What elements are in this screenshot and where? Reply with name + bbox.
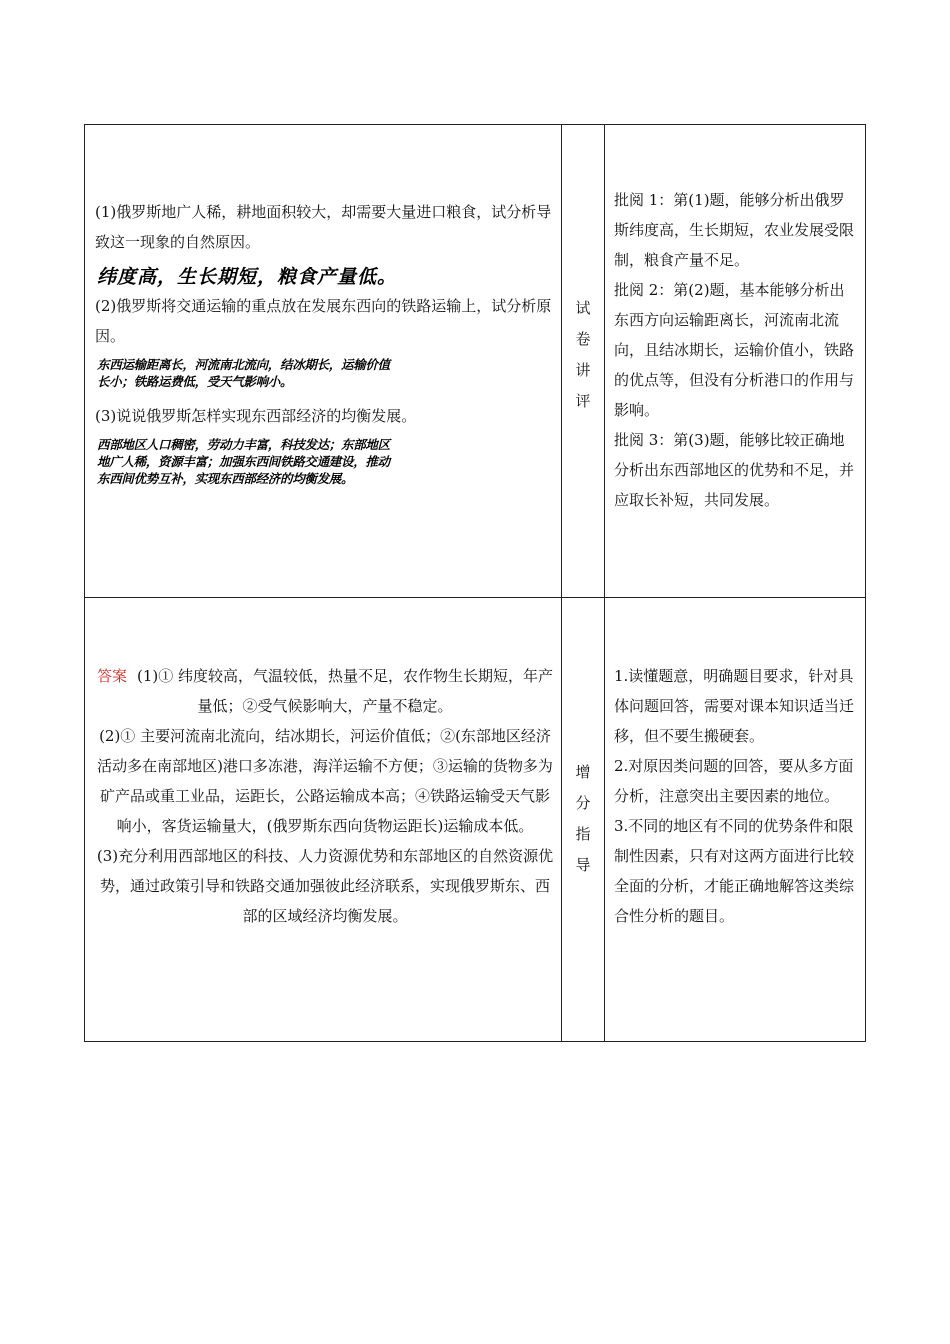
reference-answer: [95, 661, 555, 931]
guidance-item: 1.读懂题意，明确题目要求，针对具体问题回答，需要对课本知识适当迁移，但不要生搬硬套。: [614, 667, 855, 745]
handwritten-answer-2: 东西运输距离长，河流南北流向，结冰期长，运输价值长小；铁路运费低，受天气影响小。: [97, 357, 390, 389]
answer-tag: 答案: [96, 667, 127, 685]
handwritten-answer-3: 西部地区人口稠密，劳动力丰富，科技发达；东部地区地广人稀，资源丰富；加强东西间铁路交通建设，推动东西间优势互补，实现东西部经济的均衡发展。: [97, 437, 390, 486]
student-work-cell: [85, 125, 561, 597]
guidance-notes: [614, 661, 858, 931]
question-1: (1)俄罗斯地广人稀，耕地面积较大，却需要大量进口粮食，试分析导致这一现象的自然原因。: [95, 203, 552, 251]
evaluation-table: [84, 124, 866, 1042]
question-2: (2)俄罗斯将交通运输的重点放在发展东西向的铁路运输上，试分析原因。: [95, 297, 552, 345]
guidance-item: 2.对原因类问题的回答，要从多方面分析，注意突出主要因素的地位。: [614, 757, 854, 805]
review-note: 批阅 1：第(1)题，能够分析出俄罗斯纬度高，生长期短，农业发展受限制，粮食产量不足。: [614, 191, 855, 269]
table-row-guidance: [85, 597, 865, 1041]
handwritten-answer-1: 纬度高，生长期短，粮食产量低。: [97, 266, 398, 288]
answer-part-3: (3)充分利用西部地区的科技、人力资源优势和东部地区的自然资源优势，通过政策引导和铁路交通加强彼此经济联系，实现俄罗斯东、西部的区域经济均衡发展。: [96, 847, 554, 925]
review-note: 批阅 3：第(3)题，能够比较正确地分析出东西部地区的优势和不足，并应取长补短，共同发展。: [614, 431, 855, 509]
guidance-item: 3.不同的地区有不同的优势条件和限制性因素，只有对这两方面进行比较全面的分析，才能正确地解答这类综合性分析的题目。: [614, 817, 855, 925]
table-row-review: [85, 125, 865, 598]
section-label-cell: [561, 597, 605, 1041]
question-3: (3)说说俄罗斯怎样实现东西部经济的均衡发展。: [95, 407, 417, 425]
guidance-cell: [604, 597, 865, 1041]
answer-part-2: (2)① 主要河流南北流向，结冰期长，河运价值低；②(东部地区经济活动多在南部地区)港口多冻港，海洋运输不方便；③运输的货物多为矿产品或重工业品，运距长，公路运输成本高；④铁路运输受天气影响小，客货运输量大，(俄罗斯东西向货物运距长)运输成本低。: [97, 727, 553, 835]
section-label-guidance: 增 分 指 导: [575, 763, 591, 874]
answer-part-1: (1)① 纬度较高，气温较低，热量不足，农作物生长期短，年产量低；②受气候影响大，产量不稳定。: [136, 667, 554, 715]
section-label-review: 试 卷 讲 评: [575, 299, 591, 410]
section-label-cell: [561, 125, 605, 597]
review-notes-cell: [604, 125, 865, 597]
review-notes: [614, 185, 858, 515]
answer-cell: [85, 597, 561, 1041]
review-note: 批阅 2：第(2)题，基本能够分析出东西方向运输距离长，河流南北流向，且结冰期长，运输价值小，铁路的优点等，但没有分析港口的作用与影响。: [614, 281, 855, 419]
